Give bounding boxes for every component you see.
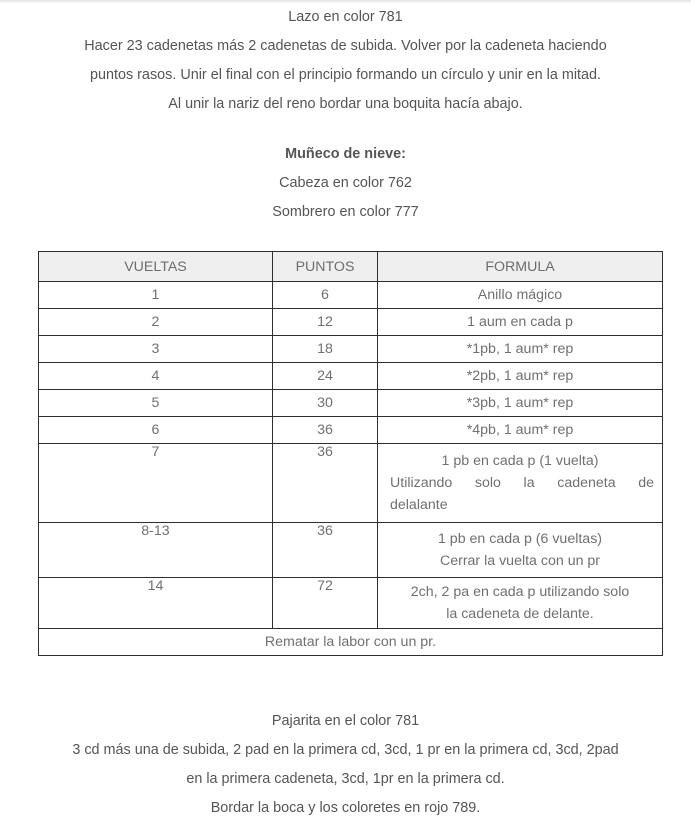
cell-formula: *4pb, 1 aum* rep — [378, 417, 663, 444]
cell-vueltas: 7 — [39, 444, 273, 523]
table-row — [39, 417, 663, 444]
cell-formula — [378, 444, 663, 523]
table-row — [39, 578, 663, 629]
formula-line: delalante — [390, 497, 448, 513]
formula-line: 1 pb en cada p (6 vueltas) — [437, 531, 603, 547]
table-row — [39, 309, 663, 336]
formula-line: 2ch, 2 pa en cada p utilizando solo — [410, 584, 630, 600]
table-row — [39, 523, 663, 578]
header-vueltas: VUELTAS — [39, 252, 273, 282]
cell-vueltas: 3 — [39, 336, 273, 363]
cell-puntos: 30 — [273, 390, 378, 417]
cell-vueltas: 6 — [39, 417, 273, 444]
intro-title: Lazo en color 781 — [288, 9, 403, 25]
cell-vueltas: 1 — [39, 282, 273, 309]
bowtie-line-1: 3 cd más una de subida, 2 pad en la primera cd, 3cd, 1 pr en la primera cd, 3cd, 2pad — [72, 742, 619, 758]
bowtie-section — [0, 707, 691, 823]
header-puntos: PUNTOS — [273, 252, 378, 282]
table-header-row — [39, 252, 663, 282]
intro-line-1: Hacer 23 cadenetas más 2 cadenetas de subida. Volver por la cadeneta haciendo — [84, 38, 607, 54]
snowman-line-hat: Sombrero en color 777 — [272, 204, 419, 220]
formula-line: Utilizando solo la cadeneta de — [390, 475, 654, 491]
table-row — [39, 363, 663, 390]
cell-puntos: 12 — [273, 309, 378, 336]
table-row — [39, 390, 663, 417]
cell-vueltas: 4 — [39, 363, 273, 390]
snowman-section — [0, 140, 691, 227]
table-footer: Rematar la labor con un pr. — [39, 629, 663, 656]
snowman-line-head: Cabeza en color 762 — [279, 175, 412, 191]
cell-puntos: 36 — [273, 417, 378, 444]
cell-formula: *1pb, 1 aum* rep — [378, 336, 663, 363]
table-row — [39, 336, 663, 363]
cell-formula: 1 aum en cada p — [378, 309, 663, 336]
cell-formula: *2pb, 1 aum* rep — [378, 363, 663, 390]
cell-vueltas: 14 — [39, 578, 273, 629]
snowman-heading: Muñeco de nieve: — [285, 146, 406, 162]
cell-puntos: 72 — [273, 578, 378, 629]
intro-line-3: Al unir la nariz del reno bordar una boquita hacía abajo. — [168, 96, 523, 112]
pattern-table — [38, 251, 663, 656]
cell-formula — [378, 523, 663, 578]
intro-line-2: puntos rasos. Unir el final con el principio formando un círculo y unir en la mitad. — [89, 67, 602, 83]
table-row — [39, 444, 663, 523]
formula-line: 1 pb en cada p (1 vuelta) — [441, 453, 599, 469]
cell-formula — [378, 578, 663, 629]
bowtie-title: Pajarita en el color 781 — [271, 713, 420, 729]
intro-section — [0, 3, 691, 119]
formula-line: la cadeneta de delante. — [446, 606, 594, 622]
cell-puntos: 36 — [273, 523, 378, 578]
cell-puntos: 6 — [273, 282, 378, 309]
table-row — [39, 282, 663, 309]
cell-puntos: 36 — [273, 444, 378, 523]
bowtie-line-3: Bordar la boca y los coloretes en rojo 789. — [210, 800, 481, 816]
cell-formula: *3pb, 1 aum* rep — [378, 390, 663, 417]
header-formula: FORMULA — [378, 252, 663, 282]
cell-vueltas: 2 — [39, 309, 273, 336]
cell-formula: Anillo mágico — [378, 282, 663, 309]
table-footer-row — [39, 629, 663, 656]
formula-line: Cerrar la vuelta con un pr — [439, 553, 601, 569]
cell-vueltas: 8-13 — [39, 523, 273, 578]
cell-vueltas: 5 — [39, 390, 273, 417]
cell-puntos: 18 — [273, 336, 378, 363]
cell-puntos: 24 — [273, 363, 378, 390]
bowtie-line-2: en la primera cadeneta, 3cd, 1pr en la primera cd. — [186, 771, 505, 787]
